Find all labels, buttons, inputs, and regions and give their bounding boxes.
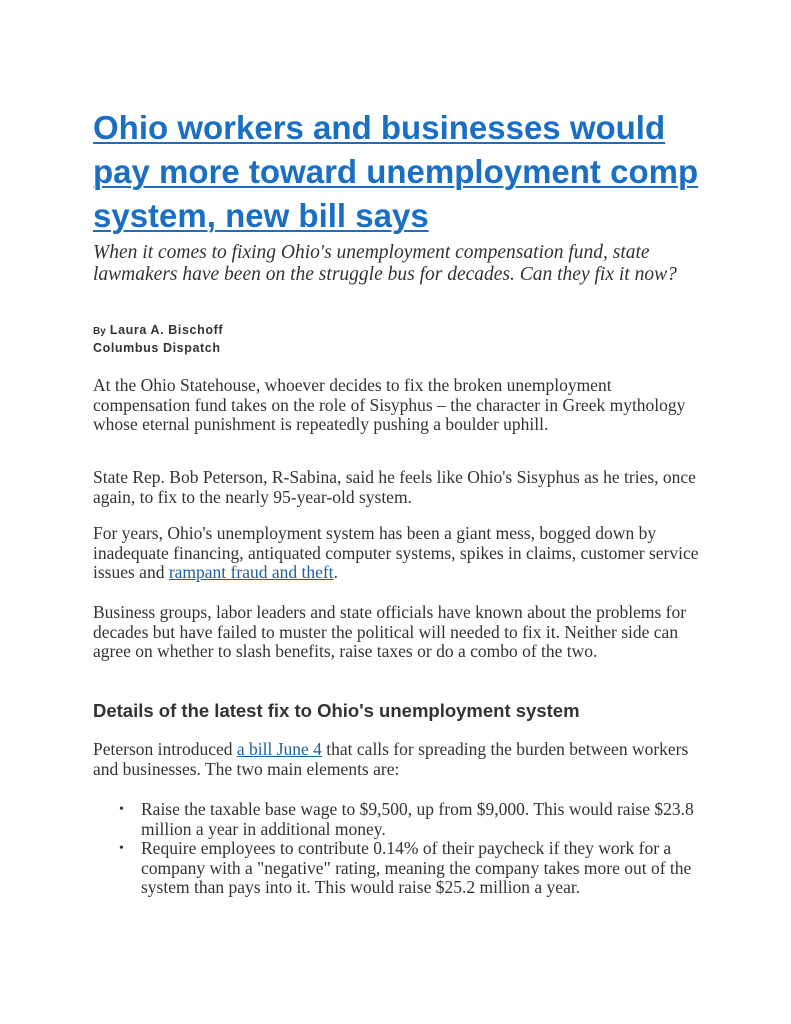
paragraph-2: State Rep. Bob Peterson, R-Sabina, said he feels like Ohio's Sisyphus as he tries, once again, to fix to the nearly 95-year-old system. [93, 467, 696, 507]
byline [93, 322, 223, 356]
bill-link[interactable]: a bill June 4 [236, 739, 322, 759]
headline-link[interactable]: Ohio workers and businesses would pay more toward unemployment comp system, new bill says [93, 109, 699, 234]
list-item [93, 839, 713, 898]
paragraph-1: At the Ohio Statehouse, whoever decides to fix the broken unemployment compensation fund takes on the role of Sisyphus – the character in Greek mythology whose eternal punishment is repeatedly pushing a boulder uphill. [93, 375, 686, 434]
bullet-text: Require employees to contribute 0.14% of their paycheck if they work for a company with a "negative" rating, meaning the company takes more out of the system than pays into it. This would raise $25.2 million a year. [141, 838, 692, 897]
bullet-icon: • [119, 802, 124, 817]
paragraph-5 [93, 740, 713, 779]
paragraph-5-text: Peterson introduced [93, 739, 237, 759]
byline-prefix: By [93, 326, 106, 337]
section-heading: Details of the latest fix to Ohio's unemployment system [93, 700, 580, 721]
paragraph-3-text: For years, Ohio's unemployment system has been a giant mess, bogged down by inadequate financing, antiquated computer systems, spikes in claims, customer service issues and [93, 523, 699, 582]
paragraph-3 [93, 524, 713, 583]
paragraph-3-end: . [333, 562, 338, 582]
article-headline [93, 106, 713, 238]
byline-outlet: Columbus Dispatch [93, 341, 221, 355]
bullet-list [93, 800, 713, 898]
fraud-theft-link[interactable]: rampant fraud and theft [168, 562, 334, 582]
list-item [93, 800, 713, 839]
article-subhead: When it comes to fixing Ohio's unemployment compensation fund, state lawmakers have been on the struggle bus for decades. Can they fix it now? [93, 242, 677, 285]
paragraph-5-end: that calls for spreading the burden between workers and businesses. The two main elements are: [93, 739, 689, 779]
bullet-icon: • [119, 841, 124, 856]
bullet-text: Raise the taxable base wage to $9,500, up from $9,000. This would raise $23.8 million a year in additional money. [141, 799, 694, 839]
paragraph-4: Business groups, labor leaders and state officials have known about the problems for decades but have failed to muster the political will needed to fix it. Neither side can agree on whether to slash benefits, raise taxes or do a combo of the two. [93, 602, 687, 661]
byline-author[interactable]: Laura A. Bischoff [109, 323, 224, 337]
